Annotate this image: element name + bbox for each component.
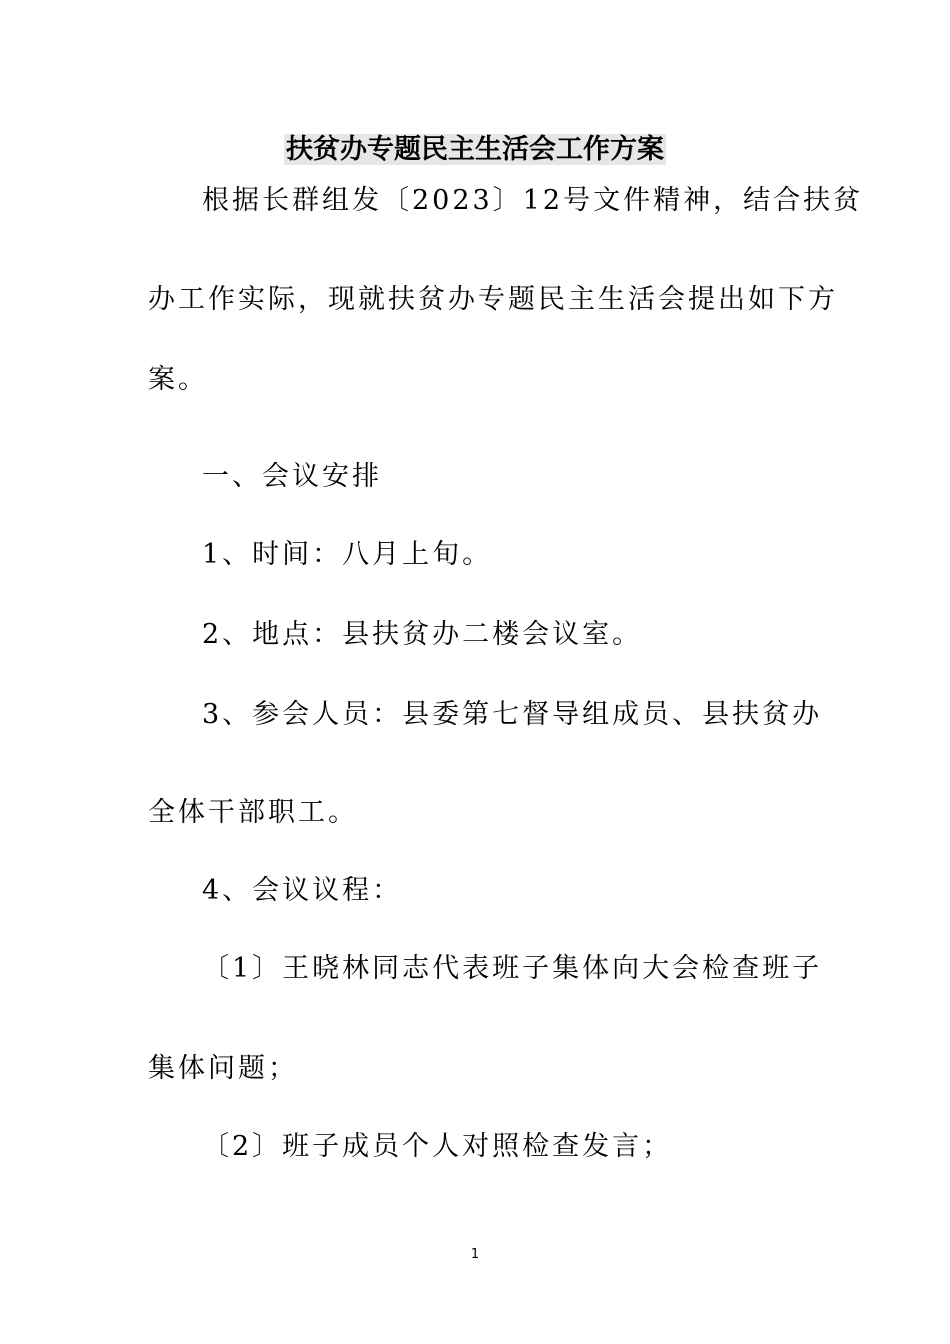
section-heading-meeting-arrangement: 一、会议安排 [202, 461, 382, 492]
item-time: 1、时间：八月上旬。 [202, 539, 493, 570]
agenda-item-1-line-2: 集体问题； [148, 1053, 298, 1084]
document-title-text: 扶贫办专题民主生活会工作方案 [286, 134, 664, 165]
agenda-item-1-line-1: 〔1〕王晓林同志代表班子集体向大会检查班子 [202, 953, 823, 984]
item-location: 2、地点：县扶贫办二楼会议室。 [202, 619, 643, 650]
paragraph-line-3: 案。 [148, 364, 208, 395]
page-number: 1 [470, 1247, 480, 1262]
paragraph-line-2: 办工作实际，现就扶贫办专题民主生活会提出如下方 [148, 284, 838, 315]
item-attendees-line-1: 3、参会人员：县委第七督导组成员、县扶贫办 [202, 699, 823, 730]
document-title [0, 130, 950, 170]
paragraph-line-1: 根据长群组发〔2023〕12号文件精神，结合扶贫 [202, 185, 864, 216]
agenda-item-2: 〔2〕班子成员个人对照检查发言； [202, 1131, 673, 1162]
item-agenda-heading: 4、会议议程： [202, 875, 403, 906]
item-attendees-line-2: 全体干部职工。 [148, 797, 358, 828]
